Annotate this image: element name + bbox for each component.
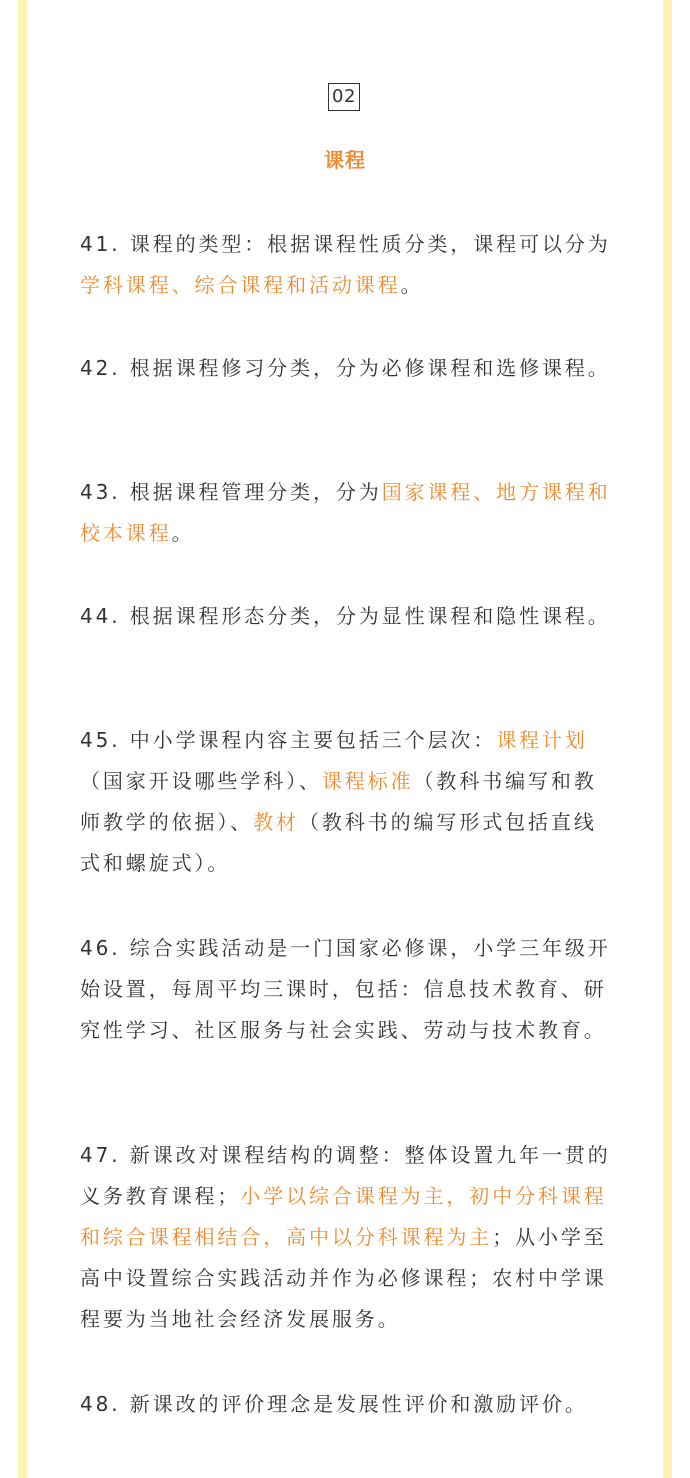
item-text: 。: [400, 273, 424, 297]
list-item-46: [80, 928, 612, 1051]
item-text: 根据课程修习分类，分为必修课程和选修课程。: [120, 356, 611, 380]
item-text: 综合实践活动是一门国家必修课，小学三年级开始设置，每周平均三课时，包括：信息技术教育、研究性学习、社区服务与社会实践、劳动与技术教育。: [80, 936, 611, 1042]
item-text: 中小学课程内容主要包括三个层次：: [120, 728, 497, 752]
item-text: ；从小学至高中设置综合实践活动并作为必修课程；农村中学课程要为当地社会经济发展服务。: [80, 1225, 607, 1331]
item-number: 45.: [80, 728, 121, 752]
item-text: （教科书编写和教师教学的依据）、: [80, 769, 597, 834]
item-text: 新课改对课程结构的调整：整体设置九年一贯的义务教育课程；: [80, 1143, 611, 1208]
section-number-badge: 02: [328, 83, 360, 111]
item-highlight: 学科课程、综合课程和活动课程: [80, 273, 401, 297]
list-item-48: [80, 1384, 612, 1425]
list-item-44: [80, 596, 612, 637]
item-text: 根据课程形态分类，分为显性课程和隐性课程。: [120, 604, 611, 628]
item-text: （教科书的编写形式包括直线式和螺旋式）。: [80, 810, 597, 875]
item-text: （国家开设哪些学科）、: [80, 769, 322, 793]
item-number: 41.: [80, 232, 121, 256]
item-number: 47.: [80, 1143, 121, 1167]
item-highlight: 课程计划: [496, 728, 588, 752]
left-border-stripe: [18, 0, 27, 1478]
list-item-45: [80, 720, 612, 884]
item-number: 44.: [80, 604, 121, 628]
item-highlight: 小学以综合课程为主，初中分科课程和综合课程相结合，高中以分科课程为主: [80, 1184, 607, 1249]
list-item-41: [80, 224, 612, 306]
item-text: 根据课程管理分类，分为: [120, 480, 382, 504]
right-border-stripe: [663, 0, 672, 1478]
item-text: 课程的类型：根据课程性质分类，课程可以分为: [120, 232, 611, 256]
item-number: 43.: [80, 480, 121, 504]
item-highlight: 国家课程、地方课程和校本课程: [80, 480, 611, 545]
list-item-47: [80, 1135, 612, 1340]
item-highlight: 教材: [253, 810, 300, 834]
list-item-42: [80, 348, 612, 389]
item-number: 42.: [80, 356, 121, 380]
item-number: 48.: [80, 1392, 121, 1416]
section-title: 课程: [324, 148, 366, 172]
item-text: 。: [171, 521, 195, 545]
item-text: 新课改的评价理念是发展性评价和激励评价。: [120, 1392, 588, 1416]
item-number: 46.: [80, 936, 121, 960]
list-item-43: [80, 472, 612, 554]
item-highlight: 课程标准: [321, 769, 414, 793]
